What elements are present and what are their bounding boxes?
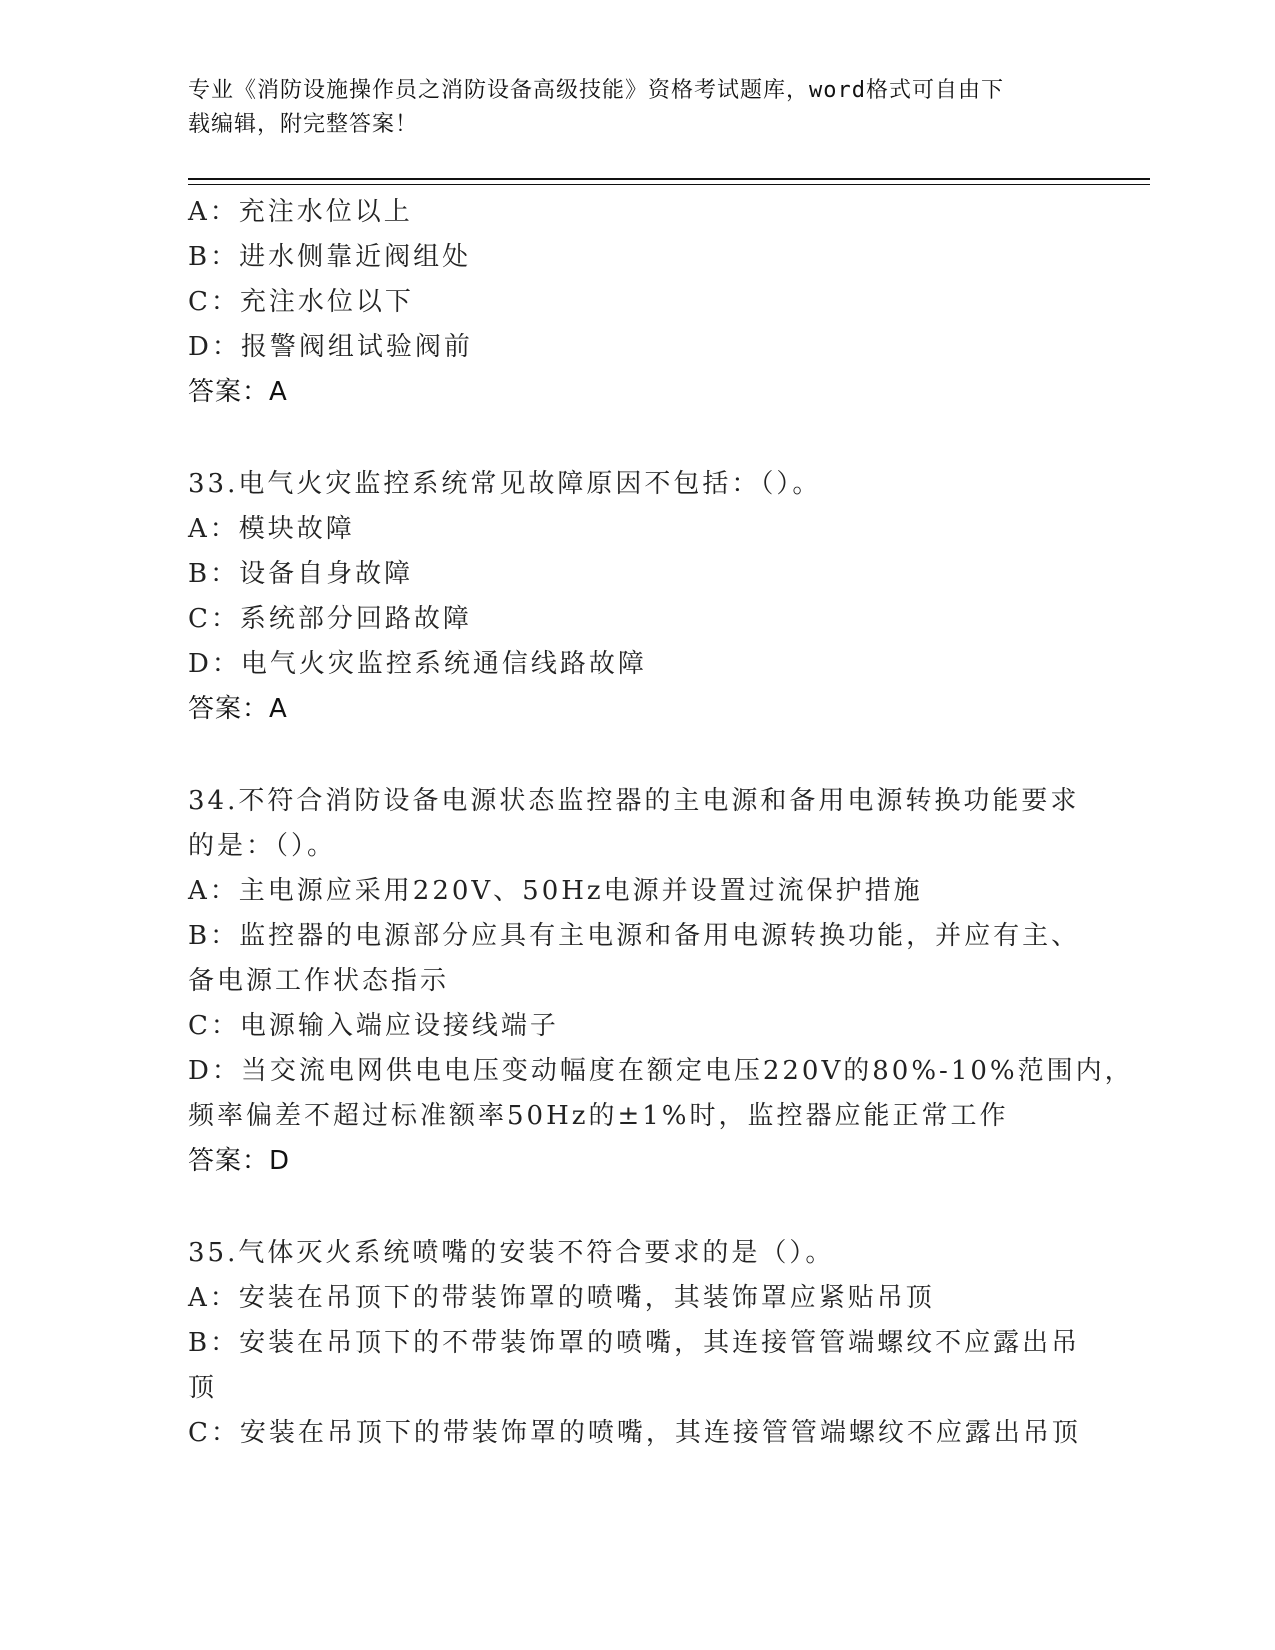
option-c: C：系统部分回路故障 xyxy=(188,604,472,634)
option-b: B：进水侧靠近阀组处 xyxy=(188,242,472,272)
answer-label: 答案：A xyxy=(188,377,288,407)
page-header xyxy=(188,74,1068,142)
spacer xyxy=(188,1184,1088,1231)
question-list xyxy=(188,190,1134,1456)
option-c: C：安装在吊顶下的带装饰罩的喷嘴，其连接管管端螺纹不应露出吊顶 xyxy=(188,1418,1081,1448)
option-a: A：主电源应采用220V、50Hz电源并设置过流保护措施 xyxy=(188,876,923,906)
header-line-1: 专业《消防设施操作员之消防设备高级技能》资格考试题库，word格式可自由下 xyxy=(188,78,1004,103)
option-d: D：报警阀组试验阀前 xyxy=(188,332,473,362)
option-d-line-1: D：当交流电网供电电压变动幅度在额定电压220V的80%-10%范围内， xyxy=(188,1056,1134,1086)
question-35 xyxy=(188,1231,1088,1456)
question-stem-line-1: 34.不符合消防设备电源状态监控器的主电源和备用电源转换功能要求 xyxy=(188,786,1080,816)
option-b-line-1: B：监控器的电源部分应具有主电源和备用电源转换功能，并应有主、 xyxy=(188,921,1081,951)
question-34 xyxy=(188,779,1134,1184)
question-stem-line-2: 的是：（）。 xyxy=(188,831,337,861)
question-32 xyxy=(188,190,1088,415)
option-d: D：电气火灾监控系统通信线路故障 xyxy=(188,649,647,679)
question-33 xyxy=(188,462,1088,732)
option-b-line-2: 顶 xyxy=(188,1373,218,1403)
answer-label: 答案：D xyxy=(188,1146,291,1176)
option-c: C：电源输入端应设接线端子 xyxy=(188,1011,559,1041)
question-stem: 35.气体灭火系统喷嘴的安装不符合要求的是（）。 xyxy=(188,1238,835,1268)
header-line-2: 载编辑，附完整答案！ xyxy=(188,112,419,137)
option-b-line-2: 备电源工作状态指示 xyxy=(188,966,450,996)
spacer xyxy=(188,732,1088,779)
question-stem: 33.电气火灾监控系统常见故障原因不包括：（）。 xyxy=(188,469,822,499)
spacer xyxy=(188,415,1088,462)
option-a: A：模块故障 xyxy=(188,514,355,544)
option-b: B：设备自身故障 xyxy=(188,559,414,589)
answer-label: 答案：A xyxy=(188,694,288,724)
option-a: A：充注水位以上 xyxy=(188,197,413,227)
header-divider-thin xyxy=(188,184,1150,185)
header-divider-thick xyxy=(188,178,1150,180)
option-c: C：充注水位以下 xyxy=(188,287,414,317)
option-a: A：安装在吊顶下的带装饰罩的喷嘴，其装饰罩应紧贴吊顶 xyxy=(188,1283,935,1313)
option-d-line-2: 频率偏差不超过标准额率50Hz的±1%时，监控器应能正常工作 xyxy=(188,1101,1009,1131)
option-b-line-1: B：安装在吊顶下的不带装饰罩的喷嘴，其连接管管端螺纹不应露出吊 xyxy=(188,1328,1081,1358)
